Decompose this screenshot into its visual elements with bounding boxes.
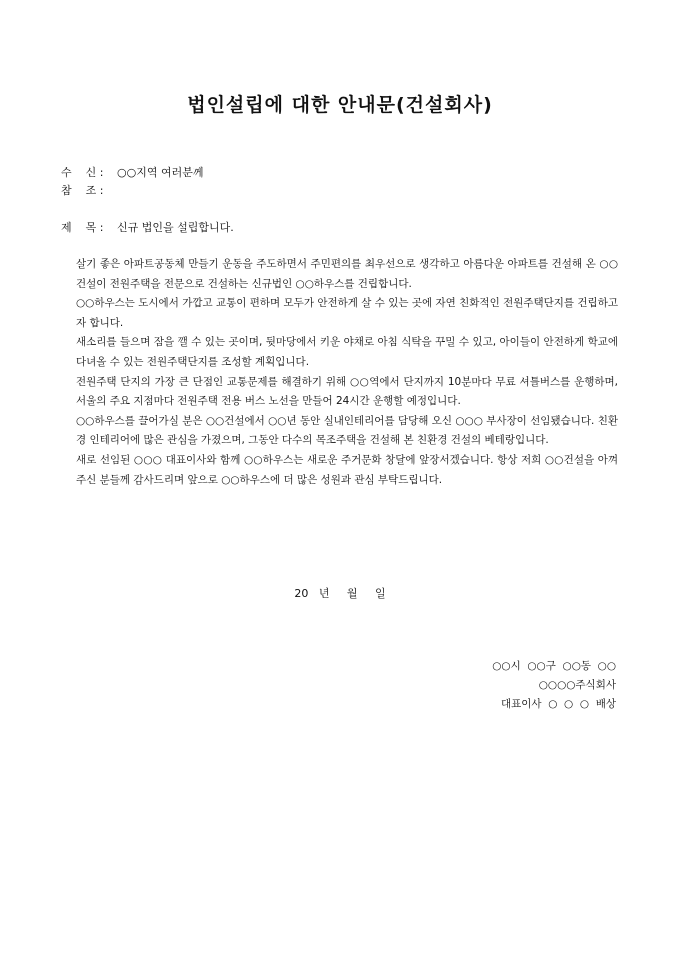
company-address: ○○시 ○○구 ○○동 ○○ (492, 660, 616, 672)
body-paragraph: 살기 좋은 아파트공동체 만들기 운동을 주도하면서 주민편의를 최우선으로 생각하고 아름다운 아파트를 건설해 온 ○○건설이 전원주택을 전문으로 건설하는 신규법인 ○○하우스를 건립합니다. (76, 258, 618, 290)
date-line: 20 년 월 일 (294, 587, 386, 600)
recipient-value: ○○지역 여러분께 (117, 166, 204, 179)
body-paragraph: ○○하우스를 끌어가실 분은 ○○건설에서 ○○년 동안 실내인테리어를 담당해 오신 ○○○ 부사장이 선임됐습니다. 친환경 인테리어에 많은 관심을 가졌으며, 그동안 다수의 목조주택을 건설해 본 친환경 건설의 베테랑입니다. (76, 414, 618, 447)
signature-block (492, 657, 616, 714)
reference-label: 참 조 : (61, 184, 104, 197)
body-paragraph: 새로 선임된 ○○○ 대표이사와 함께 ○○하우스는 새로운 주거문화 창달에 앞장서겠습니다. 항상 저희 ○○건설을 아껴주신 분들께 감사드리며 앞으로 ○○하우스에 더 많은 성원과 관심 부탁드립니다. (76, 453, 618, 486)
company-name: ○○○○주식회사 (538, 679, 616, 691)
recipient-label: 수 신 : (61, 166, 104, 179)
recipient-line (61, 166, 203, 180)
body-paragraph: 전원주택 단지의 가장 큰 단점인 교통문제를 해결하기 위해 ○○역에서 단지까지 10분마다 무료 셔틀버스를 운행하며, 서울의 주요 지점마다 전원주택 전용 버스 노선을 만들어 24시간 운행할 예정입니다. (76, 375, 618, 408)
reference-line (61, 184, 117, 198)
subject-label: 제 목 : (61, 221, 104, 234)
subject-line (61, 221, 234, 235)
body-paragraph: 새소리를 들으며 잠을 깰 수 있는 곳이며, 뒷마당에서 키운 야채로 아침 식탁을 꾸밀 수 있고, 아이들이 안전하게 학교에 다녀올 수 있는 전원주택단지를 조성할 계획입니다. (76, 336, 618, 368)
body-text (76, 255, 618, 490)
body-paragraph: ○○하우스는 도시에서 가깝고 교통이 편하며 모두가 안전하게 살 수 있는 곳에 자연 친화적인 전원주택단지를 건립하고자 합니다. (76, 297, 618, 329)
subject-value: 신규 법인을 설립합니다. (117, 221, 234, 234)
document-title: 법인설립에 대한 안내문(건설회사) (187, 94, 493, 116)
representative-name: 대표이사 ○ ○ ○ 배상 (500, 698, 616, 710)
